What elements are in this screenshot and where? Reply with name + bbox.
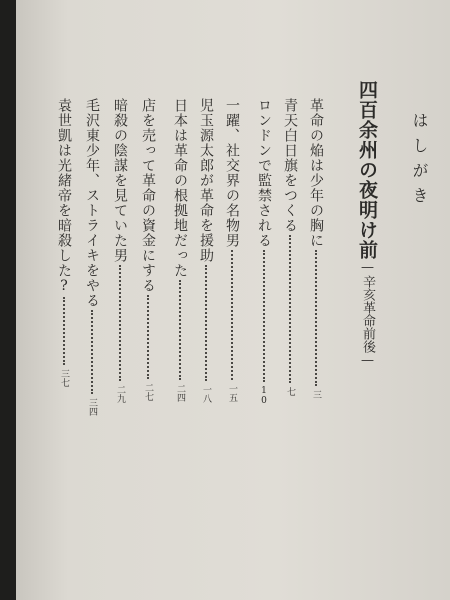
toc-entry-title: 袁世凱は光緒帝を暗殺した?	[56, 98, 72, 295]
toc-entry	[222, 98, 242, 402]
toc-entry-title: 革命の焔は少年の胸に	[308, 98, 324, 248]
toc-entry	[254, 98, 274, 406]
toc-entry	[82, 98, 102, 416]
chapter-subtitle: —辛亥革命前後—	[360, 260, 375, 368]
toc-entry-title: 暗殺の陰謀を見ていた男	[112, 98, 128, 263]
leader-dots	[231, 250, 233, 380]
toc-entry-page: 二九	[115, 385, 125, 403]
toc-entry-page: 三七	[59, 369, 69, 387]
leader-dots	[119, 265, 121, 381]
toc-entry-page: 一五	[227, 384, 237, 402]
leader-dots	[179, 280, 181, 380]
toc-entry-title: ロンドンで監禁される	[256, 98, 272, 248]
book-page	[16, 0, 450, 600]
toc-entry-title: 青天白日旗をつくる	[282, 98, 298, 233]
toc-entry-page: 二七	[143, 383, 153, 401]
toc-entry	[110, 98, 130, 403]
toc-entry-title: 店を売って革命の資金にする	[140, 98, 156, 293]
chapter-title	[354, 80, 381, 368]
chapter-title-text: 四百余州の夜明け前	[356, 80, 378, 260]
toc-entry-page: 七	[285, 387, 295, 396]
leader-dots	[263, 250, 265, 382]
toc-entry-page: 二四	[175, 384, 185, 402]
toc-entry-page: 三四	[87, 398, 97, 416]
toc-entry-title: 一躍、社交界の名物男	[224, 98, 240, 248]
leader-dots	[147, 295, 149, 379]
leader-dots	[63, 297, 65, 365]
toc-entry-title: 児玉源太郎が革命を援助	[198, 98, 214, 263]
toc-entry-title: 毛沢東少年、ストライキをやる	[84, 98, 100, 308]
toc-entry-page: 一八	[201, 385, 211, 403]
toc-entry	[170, 98, 190, 402]
toc-entry-page: 10	[259, 386, 269, 406]
toc-entry	[196, 98, 216, 403]
toc-entry	[306, 98, 326, 399]
toc-entry	[280, 98, 300, 396]
toc-entry	[138, 98, 158, 401]
toc-entry-page: 三	[311, 390, 321, 399]
toc-entry	[54, 98, 74, 387]
leader-dots	[289, 235, 291, 383]
leader-dots	[205, 265, 207, 381]
preface-heading: はしがき	[410, 112, 429, 212]
leader-dots	[315, 250, 317, 386]
leader-dots	[91, 310, 93, 394]
toc-entry-title: 日本は革命の根拠地だった	[172, 98, 188, 278]
